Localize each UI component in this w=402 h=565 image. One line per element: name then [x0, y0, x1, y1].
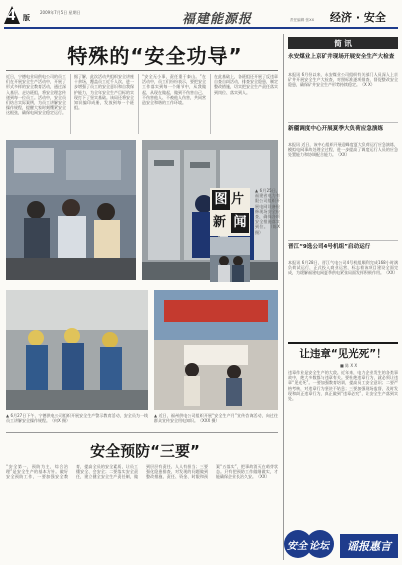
picture-news-label — [210, 188, 250, 236]
forum-stamp-word-1: 安全 — [287, 541, 307, 552]
section-title: 经济 · 安全 — [330, 11, 386, 24]
header-rule — [4, 27, 398, 29]
col-sep-3 — [210, 74, 211, 134]
forum-stamp-word-2: 论坛 — [309, 541, 329, 552]
caption-safety-training: ▲ 6月27日下午，宁德供电公司组织开展安全生产警示教育活动，安全员为一线员工讲解安全操作规程。（何X 摄） — [6, 413, 148, 424]
column-logo — [340, 534, 398, 558]
photo-promo-booth-image — [154, 290, 278, 410]
briefs-header — [288, 37, 398, 49]
picture-news-char-4: 闻 — [231, 213, 249, 233]
photo-safety-training — [6, 290, 148, 410]
photo-safety-training-image — [6, 290, 148, 410]
article-col-1: 近日，宁德电业局供电公司的员工们在开展安全生产活动中，开展了形式多样的安全教育活动，通过深入基层、走访班组，将安全理念传递到每一位员工。活动中，安全员们结合实际案例，为员工讲解安全操作规程，提醒大家时刻绷紧安全这根弦，确保电网安全稳定运行。 — [6, 74, 66, 116]
picture-news-photo — [210, 237, 250, 282]
page-number: 4 — [7, 5, 16, 24]
brief-item-3-title: 晋江“9选公司4号机组”启动运行 — [288, 244, 371, 250]
picture-news-char-3: 新 — [213, 215, 227, 230]
bottom-headline: 安全预防“三要” — [90, 442, 200, 460]
picture-news-photo-image — [210, 237, 250, 282]
bottom-article-body: “安全第一，预防为主，综合治理”是安全生产的基本方针。做好安全预防工作，一要加强安全教育，提高全员的安全素质，让员工懂安全、会安全；二要落实安全责任，建立健全安全生产责任制，做到层层有责任、人人有担当；三要强化隐患排查，对发现的问题做到整改措施、责任、资金、时限和预案“五落实”，把事故消灭在萌芽状态。只有把预防工作做细做实，才能确保企业长治久安。（XX） — [6, 464, 278, 480]
article-col-2: 据了解，此次活动共组织安全讲座十余场，覆盖员工近千人次，进一步增强了员工的安全意识和自我保护能力，为全年安全生产目标的实现打下了坚实基础。该局还将安全知识编印成册，发放到每一个班组。 — [74, 74, 134, 111]
article-col-4: 在此基础上，各班组还开展了反违章自查自纠活动，排查安全隐患，制定整改措施，切实把安全生产责任落实到岗位、落实到人。 — [214, 74, 278, 95]
brief-sep-2 — [288, 240, 398, 241]
bottom-top-rule — [6, 432, 278, 433]
col-sep-1 — [70, 74, 71, 134]
picture-news-char-1: 图 — [212, 190, 230, 210]
picture-news-char-2: 片 — [231, 192, 245, 207]
article-col-3: “安全无小事，责任重于泰山。”在活动中，员工们纷纷表示，要把安全工作落实到每一个细节中，从我做起，从现在做起，做到不伤害自己、不伤害他人、不被他人伤害，共同营造安全和谐的工作环境。 — [142, 74, 206, 106]
brief-item-1-body: 本报讯 6月份以来，永安煤业公司组织有关部门人员深入上京矿井开展安全生产大检查，对照标准逐项排查，督促整改安全隐患，确保矿井安全生产形势持续稳定。（X X） — [288, 72, 398, 88]
issue-date: 2009年7月5日 星期日 — [40, 10, 81, 15]
column-author: ■ 陈 X X — [340, 363, 358, 368]
brief-item-1-title: 永安煤业上京矿井现场开展安全生产大检查 — [288, 54, 395, 60]
column-body: 违章作业是安全生产的大敌。近年来，电力企业发生的各类事故中，绝大多数都与违章有关。要杜绝违章行为，就必须让违章“见光死”。一要加强教育培训，提高员工安全意识；二要严格考核，对违章行为坚决不姑息；三要加强现场监督，及时发现和纠正违章行为，真正做到“违章必究”，让安全生产落到实处。 — [288, 370, 398, 402]
briefs-title: 简 讯 — [334, 39, 352, 48]
editor-credit: 责任编辑 张XX — [290, 18, 315, 22]
brief-item-3-body: 本报讯 6月28日，晋江气电公司4号机组顺利完成168小时满负荷试运行，正式投入商业运营，标志着该项目建设全面完成，为缓解福建电网夏季供电紧张局面发挥积极作用。（XX） — [288, 260, 398, 276]
main-headline: 特殊的“安全功导” — [67, 44, 243, 68]
page-label: 版 — [23, 14, 30, 22]
photo-workers-meeting — [6, 140, 136, 280]
brief-item-2-body: 本报讯 近日，该中心组织开展迎峰度夏大负荷运行应急演练，模拟电网事故处理全过程，进一步提高了调度运行人员的应急处置能力和协调配合能力。（XX） — [288, 142, 398, 158]
right-column-divider — [283, 34, 284, 560]
masthead: 福建能源报 — [182, 12, 253, 27]
column-logo-text: 谣报惠言 — [347, 540, 391, 553]
brief-sep-1 — [288, 122, 398, 123]
col-sep-2 — [138, 74, 139, 134]
page-number-badge — [2, 4, 22, 26]
forum-stamp — [282, 528, 336, 560]
brief-item-2-title: 新疆调度中心开展夏季大负荷应急演练 — [288, 126, 384, 132]
column-headline: 让违章“见光死”！ — [299, 348, 387, 360]
picture-news-caption: ▲ 6月25日，福建省电力有限公司组织开展电网设备检修现场安全检查，确保各项安全措施落实到位。（陈X 摄） — [255, 188, 280, 235]
column-top-rule — [288, 342, 398, 344]
caption-promo-booth: ▲ 近日，福州供电公司组织开展“安全生产月”宣传咨询活动，向过往群众宣传安全用电知识。（XXX 摄） — [154, 413, 278, 424]
photo-promo-booth — [154, 290, 278, 410]
headline-rule — [6, 70, 278, 71]
photo-workers-meeting-image — [6, 140, 136, 280]
